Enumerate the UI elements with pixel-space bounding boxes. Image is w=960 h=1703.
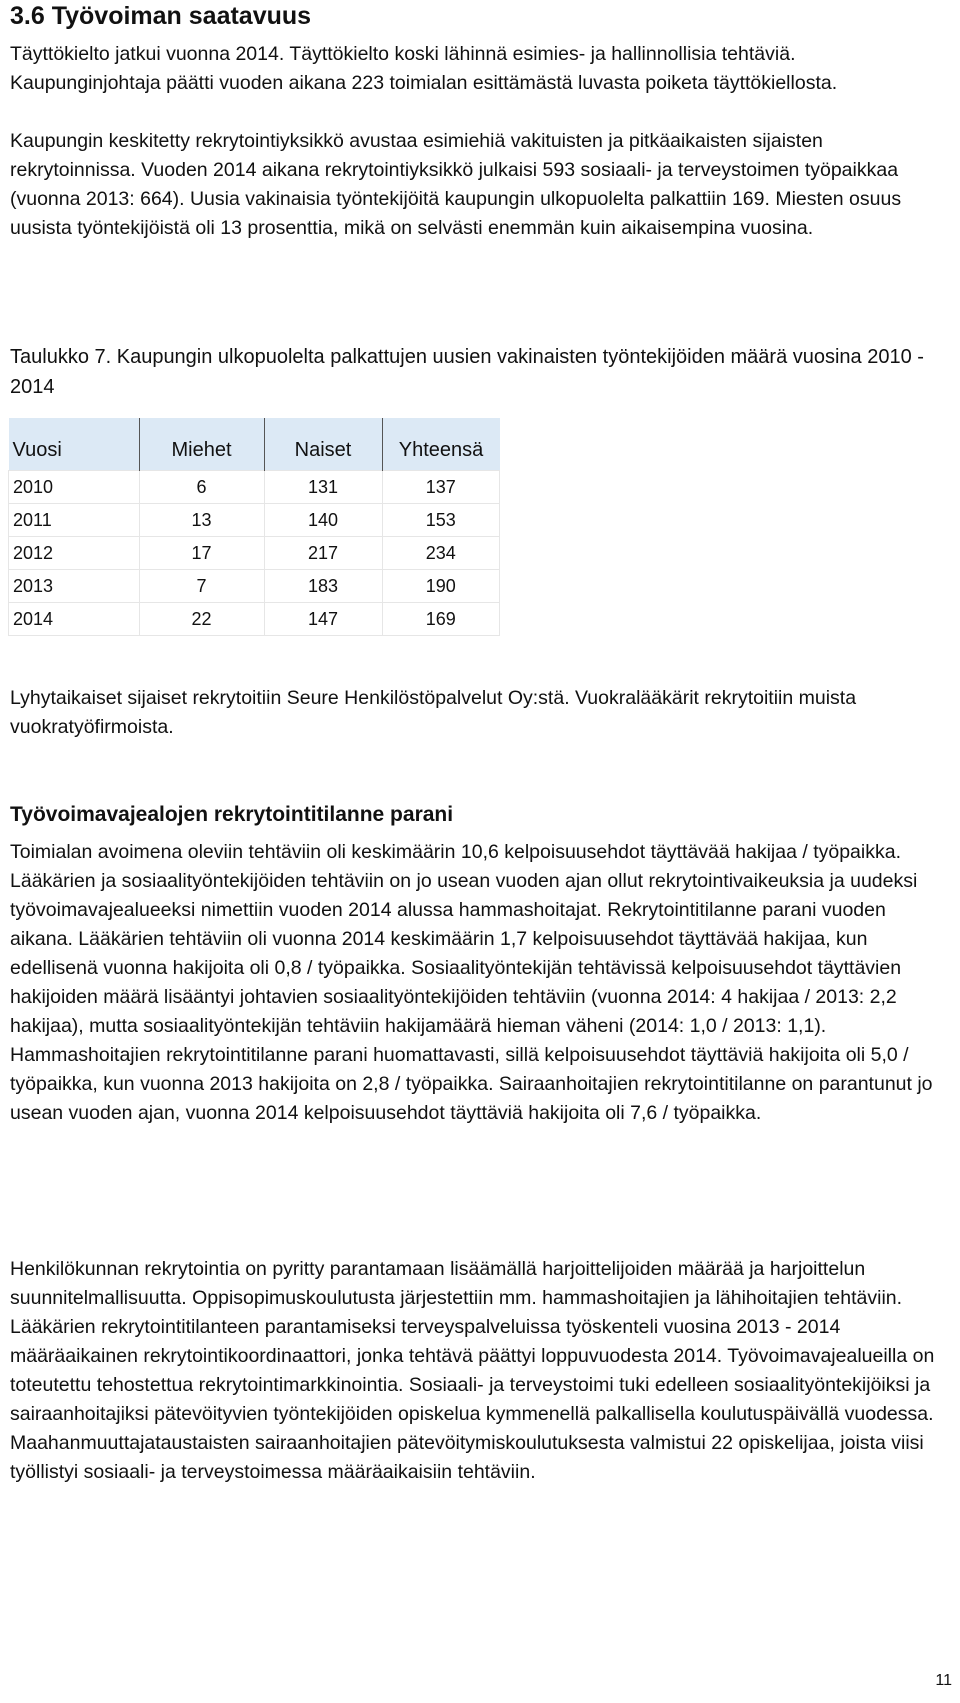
cell-men: 17 [139, 537, 264, 570]
table-caption: Taulukko 7. Kaupungin ulkopuolelta palkattujen uusien vakinaisten työntekijöiden määrä vuosina 2010 - 2014 [10, 346, 924, 398]
table-container [8, 418, 500, 636]
paragraph-hiring-freeze: Täyttökielto jatkui vuonna 2014. Täyttökielto koski lähinnä esimies- ja hallinnollisia tehtäviä. Kaupunginjohtaja päätti vuoden aikana 223 toimialan esittämästä luvasta poiketa täyttökiellosta. [10, 43, 838, 94]
paragraph-recruitment-unit: Kaupungin keskitetty rekrytointiyksikkö avustaa esimiehiä vakituisten ja pitkäaikaisten sijaisten rekrytoinnissa. Vuoden 2014 aikana rekrytointiyksikkö julkaisi 593 sosiaali- ja terveystoimen työpaikkaa (vuonna 2013: 664). Uusia vakinaisia työntekijöitä kaupungin ulkopuolelta palkattiin 169. Miesten osuus uusista työntekijöistä oli 13 prosenttia, mikä on selvästi enemmän kuin aikaisempina vuosina. [10, 130, 902, 239]
subheading: Työvoimavajealojen rekrytointitilanne parani [10, 803, 454, 826]
cell-women: 147 [264, 603, 382, 636]
cell-year: 2011 [9, 504, 140, 537]
page-number: 11 [935, 1672, 952, 1689]
cell-men: 7 [139, 570, 264, 603]
cell-women: 131 [264, 471, 382, 504]
cell-men: 13 [139, 504, 264, 537]
cell-year: 2014 [9, 603, 140, 636]
header-men [139, 418, 264, 471]
table-row [9, 537, 500, 570]
cell-total: 153 [382, 504, 500, 537]
cell-year: 2013 [9, 570, 140, 603]
recruitment-table [8, 418, 500, 636]
cell-total: 137 [382, 471, 500, 504]
cell-women: 183 [264, 570, 382, 603]
cell-year: 2010 [9, 471, 140, 504]
cell-women: 217 [264, 537, 382, 570]
header-men-label: Miehet [171, 439, 232, 461]
table-header-row [9, 418, 500, 471]
header-women [264, 418, 382, 471]
table-row [9, 570, 500, 603]
header-women-label: Naiset [294, 439, 352, 461]
paragraph-temp-staff: Lyhytaikaiset sijaiset rekrytoitiin Seure Henkilöstöpalvelut Oy:stä. Vuokralääkärit rekrytoitiin muista vuokratyöfirmoista. [10, 687, 857, 738]
cell-total: 234 [382, 537, 500, 570]
cell-total: 190 [382, 570, 500, 603]
table-row [9, 603, 500, 636]
cell-men: 6 [139, 471, 264, 504]
header-year-label: Vuosi [12, 439, 62, 461]
table-row [9, 471, 500, 504]
cell-total: 169 [382, 603, 500, 636]
section-title: 3.6 Työvoiman saatavuus [10, 2, 312, 30]
header-total-label: Yhteensä [398, 439, 484, 461]
header-total [382, 418, 500, 471]
paragraph-recruitment-measures: Henkilökunnan rekrytointia on pyritty parantamaan lisäämällä harjoittelijoiden määrää ja harjoittelun suunnitelmallisuutta. Oppisopimuskoulutusta järjestettiin mm. hammashoitajien ja lähihoitajien tehtäviin. Lääkärien rekrytointitilanteen parantamiseksi terveyspalveluissa työskenteli vuosina 2013 - 2014 määräaikainen rekrytointikoordinaattori, jonka tehtävä päättyi loppuvuodesta 2014. Työvoimavajealueilla on toteutettu tehostettua rekrytointimarkkinointia. Sosiaali- ja terveystoimi tuki edelleen sosiaalityöntekijöiksi ja sairaanhoitajiksi pätevöityvien työntekijöiden opiskelua kymmenellä palkallisella koulutuspäivällä vuodessa. Maahanmuuttajataustaisten sairaanhoitajien pätevöitymiskoulutuksesta valmistui 22 opiskelijaa, joista viisi työllistyi sosiaali- ja terveystoimessa määräaikaisiin tehtäviin. [10, 1258, 935, 1483]
paragraph-shortage-areas: Toimialan avoimena oleviin tehtäviin oli keskimäärin 10,6 kelpoisuusehdot täyttävää hakijaa / työpaikka. Lääkärien ja sosiaalityöntekijöiden tehtäviin on jo usean vuoden ajan ollut rekrytointivaikeuksia ja uudeksi työvoimavajealueeksi nimettiin vuoden 2014 alussa hammashoitajat. Rekrytointitilanne parani vuoden aikana. Lääkärien tehtäviin oli vuonna 2014 keskimäärin 1,7 kelpoisuusehdot täyttävää hakijaa, kun edellisenä vuonna hakijoita oli 0,8 / työpaikka. Sosiaalityöntekijän tehtävissä kelpoisuusehdot täyttävien hakijoiden määrä lisääntyi johtavien sosiaalityöntekijöiden tehtäviin (vuonna 2014: 4 hakijaa / 2013: 2,2 hakijaa), mutta sosiaalityöntekijän tehtäviin hakijamäärä hieman väheni (2014: 1,0 / 2013: 1,1). Hammashoitajien rekrytointitilanne parani huomattavasti, sillä kelpoisuusehdot täyttäviä hakijoita oli 5,0 / työpaikka, kun vuonna 2013 hakijoita on 2,8 / työpaikka. Sairaanhoitajien rekrytointitilanne on parantunut jo usean vuoden ajan, vuonna 2014 kelpoisuusehdot täyttäviä hakijoita oli 7,6 / työpaikka. [10, 841, 933, 1124]
cell-men: 22 [139, 603, 264, 636]
header-year [9, 418, 140, 471]
table-row [9, 504, 500, 537]
cell-women: 140 [264, 504, 382, 537]
cell-year: 2012 [9, 537, 140, 570]
